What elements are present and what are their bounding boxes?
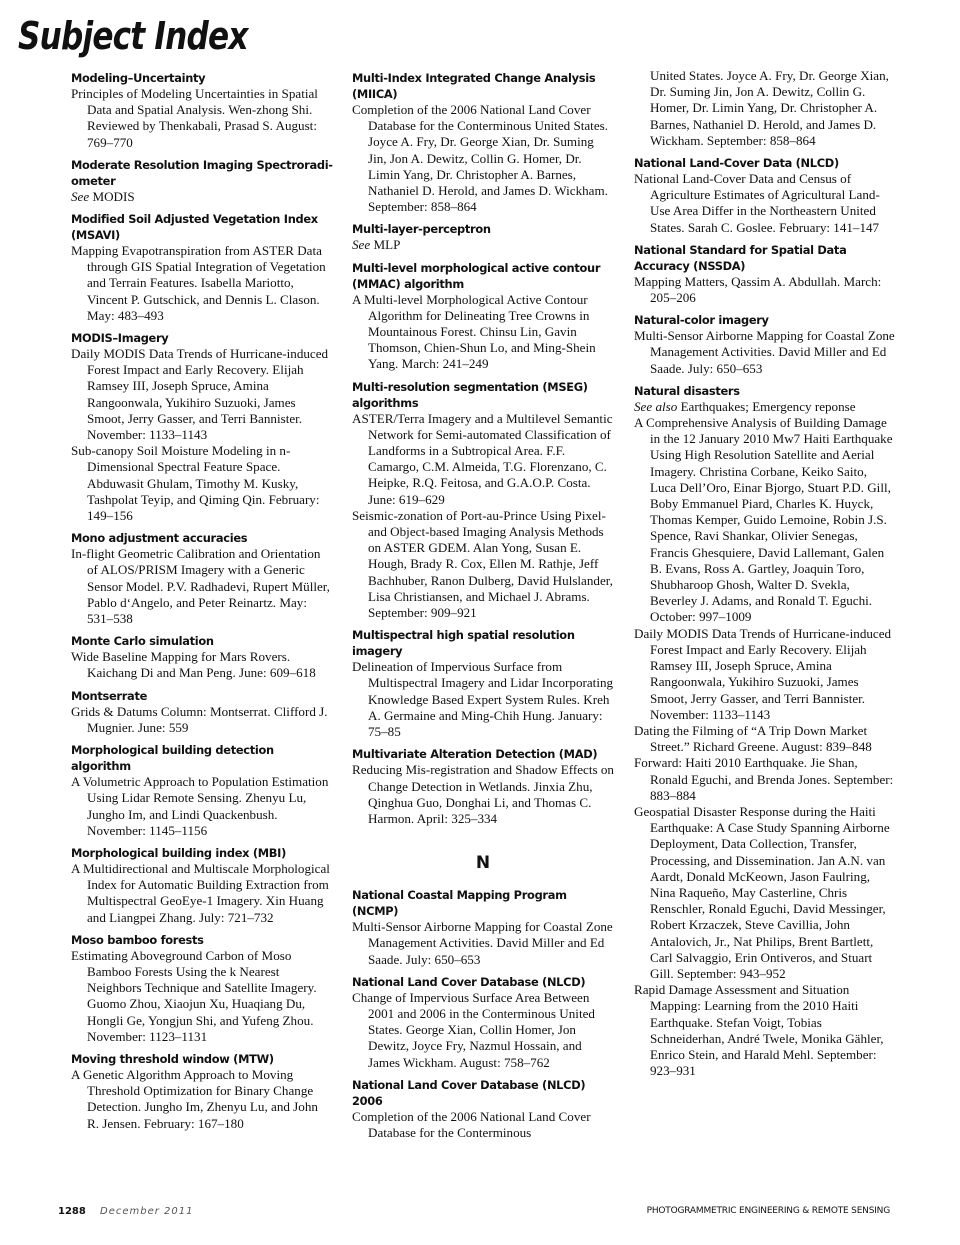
entry-heading: Moving threshold window (MTW): [71, 1051, 274, 1066]
index-entry: [71, 845, 333, 926]
entry-reference: Grids & Datums Column: Montserrat. Clifford J. Mugnier. June: 559: [71, 703, 328, 735]
entry-heading: Morphological building index (MBI): [71, 845, 286, 860]
index-entry: [634, 242, 896, 306]
see-target: MLP: [373, 237, 401, 253]
see-label: See: [352, 237, 371, 253]
page-title: Subject Index: [18, 14, 248, 58]
index-entry: [352, 746, 614, 827]
see-target: Earthquakes; Emergency reponse: [680, 398, 856, 414]
see-reference: [634, 399, 896, 415]
entry-reference: Estimating Aboveground Carbon of Moso Bamboo Forests Using the k Nearest Neighbors Technique and Satellite Imagery. Guomo Zhou, Xiaojun Xu, Huaqiang Du, Hongli Ge, Yongjun Shi, and Yufeng Zhou. November: 1123–1131: [71, 947, 317, 1044]
entry-heading: Multi-level morphological active contour (MMAC) algorithm: [352, 260, 601, 291]
index-entry: [634, 312, 896, 377]
entry-reference: A Comprehensive Analysis of Building Damage in the 12 January 2010 Mw7 Haiti Earthquake Using High Resolution Satellite and Aerial Imagery. Christina Corbane, Keiko Saito, Luca Dell’Oro, Einar Bjorgo, Stuart P.D. Gill, Boby Emmanuel Piard, Charles K. Huyck, Thomas Kemper, Guido Lemoine, Robin J.S. Spence, Ravi Shankar, Olivier Senegas, Francis Ghesquiere, David Lallemant, Galen B. Evans, Ross A. Gartley, Joaquin Toro, Shubharoop Ghosh, Walter D. Svekla, Beverley J. Adams, and Ronald T. Eguchi. October: 997–1009: [634, 415, 893, 625]
see-target: MODIS: [92, 188, 135, 204]
index-entry: [352, 70, 614, 215]
index-entry: [71, 932, 333, 1045]
entry-reference: Reducing Mis-registration and Shadow Effects on Change Detection in Wetlands. Jinxia Zhu, Qinghua Guo, Donghai Li, and Thomas C. Harmon. April: 325–334: [352, 762, 614, 826]
index-entry: [71, 1051, 333, 1132]
index-entry: [71, 633, 333, 681]
index-entry: [352, 887, 614, 968]
entry-heading: National Land Cover Database (NLCD) 2006: [352, 1077, 586, 1108]
entry-heading: Natural disasters: [634, 383, 740, 398]
entry-reference: Principles of Modeling Uncertainties in Spatial Data and Spatial Analysis. Wen-zhong Shi. Reviewed by Thenkabali, Prasad S. August: 769–770: [71, 86, 318, 150]
entry-reference: A Genetic Algorithm Approach to Moving Threshold Optimization for Binary Change Detection. Jungho Im, Zhenyu Lu, and John R. Jensen. February: 167–180: [71, 1066, 318, 1131]
entry-heading: Modified Soil Adjusted Vegetation Index (MSAVI): [71, 212, 318, 243]
entry-reference: Mapping Matters, Qassim A. Abdullah. March: 205–206: [634, 273, 882, 306]
index-column-3: [634, 68, 896, 1085]
see-label: See also: [634, 398, 678, 414]
entry-heading: Monte Carlo simulation: [71, 634, 214, 649]
index-entry: [634, 155, 896, 236]
entry-reference: Multi-Sensor Airborne Mapping for Coastal Zone Management Activities. David Miller and Ed Saade. July: 650–653: [634, 328, 895, 376]
entry-reference-continued: United States. Joyce A. Fry, Dr. George Xian, Dr. Suming Jin, Jon A. Dewitz, Collin G. Homer, Dr. Limin Yang, Dr. Christopher A. Barnes, Nathaniel D. Herold, and James D. Wickham. September: 858–864: [650, 68, 889, 148]
index-entry: [71, 688, 333, 736]
entry-reference: Daily MODIS Data Trends of Hurricane-induced Forest Impact and Early Recovery. Elijah Ramsey III, Joseph Spruce, Amina Rangoonwala, Yukihiro Suzuoki, James Smoot, Jerry Gasser, and Terri Bannister. November: 1133–1143: [71, 346, 329, 443]
entry-reference: Seismic-zonation of Port-au-Prince Using Pixel- and Object-based Imaging Analysis Methods on ASTER GDEM. Alan Yong, Susan E. Hough, Brady R. Cox, Ellen M. Rathje, Jeff Bachhuber, Ranon Dulberg, David Hulslander, Lisa Christiansen, and Michael J. Abrams. September: 909–921: [352, 507, 613, 621]
entry-heading: Moso bamboo forests: [71, 932, 204, 947]
entry-reference: ASTER/Terra Imagery and a Multilevel Semantic Network for Semi-automated Classification of Landforms in a Subtropical Area. F.F. Camargo, C.M. Almeida, T.G. Florenzano, C. Heipke, R.Q. Feitosa, and G.A.O.P. Costa. June: 619–629: [352, 410, 613, 507]
entry-heading: National Standard for Spatial Data Accuracy (NSSDA): [634, 242, 847, 273]
entry-heading: National Land-Cover Data (NLCD): [634, 156, 839, 171]
entry-heading: Multi-Index Integrated Change Analysis (MIICA): [352, 71, 596, 101]
entry-reference: A Multi-level Morphological Active Contour Algorithm for Delineating Tree Crowns in Mountainous Forest. Chinsu Lin, Gavin Thomson, Chien-Shun Lo, and Ming-Shein Yang. March: 241–249: [352, 291, 596, 372]
entry-heading: Multivariate Alteration Detection (MAD): [352, 747, 598, 762]
entry-reference: Wide Baseline Mapping for Mars Rovers. Kaichang Di and Man Peng. June: 609–618: [71, 649, 316, 681]
entry-reference: A Multidirectional and Multiscale Morphological Index for Automatic Building Extraction from Multispectral GeoEye-1 Imagery. Xin Huang and Liangpei Zhang. July: 721–732: [71, 860, 330, 925]
index-column-2: [352, 68, 614, 1147]
entry-reference: Completion of the 2006 National Land Cover Database for the Conterminous United States. Joyce A. Fry, Dr. George Xian, Dr. Suming Jin, Jon A. Dewitz, Collin G. Homer, Dr. Limin Yang, Dr. Christopher A. Barnes, Nathaniel D. Herold, and James D. Wickham. September: 858–864: [352, 102, 608, 215]
entry-heading: Multi-layer-perceptron: [352, 222, 491, 237]
issue-date: December 2011: [100, 1206, 194, 1217]
index-entry: [352, 1077, 614, 1141]
entry-heading: Morphological building detection algorithm: [71, 743, 274, 774]
entry-reference: Mapping Evapotranspiration from ASTER Data through GIS Spatial Integration of Vegetation and Terrain Features. Isabella Mariotto, Vincent P. Gutschick, and Dennis L. Clason. May: 483–493: [71, 243, 326, 323]
entry-heading: National Land Cover Database (NLCD): [352, 974, 586, 989]
page-number: 1288: [58, 1206, 86, 1217]
index-entry: [71, 330, 333, 524]
entry-heading: Multispectral high spatial resolution imagery: [352, 628, 575, 659]
index-entry: [352, 260, 614, 373]
entry-reference: Delineation of Impervious Surface from Multispectral Imagery and Lidar Incorporating Knowledge Based Expert System Rules. Kreh A. Germaine and Ming-Chih Hung. January: 75–85: [352, 659, 614, 740]
entry-reference: Dating the Filming of “A Trip Down Market Street.” Richard Greene. August: 839–848: [634, 722, 872, 755]
entry-reference: Sub-canopy Soil Moisture Modeling in n-Dimensional Spectral Feature Space. Abduwasit Ghulam, Timothy M. Kusky, Tashpolat Teyip, and Qiming Qin. February: 149–156: [71, 443, 320, 524]
section-letter: N: [475, 853, 491, 874]
index-entry-continued: [634, 68, 896, 149]
index-entry: [71, 742, 333, 839]
index-entry: [71, 211, 333, 324]
index-entry: [352, 221, 614, 253]
entry-heading: Multi-resolution segmentation (MSEG) algorithms: [352, 379, 588, 410]
entry-reference: Forward: Haiti 2010 Earthquake. Jie Shan, Ronald Eguchi, and Brenda Jones. September: 883–884: [634, 755, 894, 803]
entry-heading: National Coastal Mapping Program (NCMP): [352, 888, 567, 919]
index-column-1: [71, 68, 333, 1138]
journal-name: PHOTOGRAMMETRIC ENGINEERING & REMOTE SENSING: [646, 1206, 890, 1216]
entry-heading: Montserrate: [71, 688, 148, 703]
see-reference: [71, 189, 333, 205]
index-entry: [634, 383, 896, 1080]
entry-reference: National Land-Cover Data and Census of Agriculture Estimates of Agricultural Land-Use Area Differ in the Northeastern United States. Sarah C. Goslee. February: 141–147: [634, 171, 880, 235]
entry-reference: Change of Impervious Surface Area Between 2001 and 2006 in the Conterminous United States. George Xian, Collin Homer, Jon Dewitz, Joyce Fry, Nazmul Hossain, and James Wickham. August: 758–762: [352, 989, 595, 1070]
entry-heading: MODIS–Imagery: [71, 331, 169, 346]
index-entry: [71, 157, 333, 205]
index-entry: [352, 974, 614, 1071]
see-label: See: [71, 188, 90, 204]
entry-heading: Natural-color imagery: [634, 313, 769, 328]
entry-reference: Rapid Damage Assessment and Situation Mapping: Learning from the 2010 Haiti Earthquake. Stefan Voigt, Tobias Schneiderhan, André Twele, Monika Gähler, Enrico Stein, and Harald Mehl. September: 923–931: [634, 982, 884, 1079]
index-entry: [71, 530, 333, 627]
entry-reference: In-flight Geometric Calibration and Orientation of ALOS/PRISM Imagery with a Generic Sensor Model. P.V. Radhadevi, Rupert Müller, Pablo d‘Angelo, and Peter Reinartz. May: 531–538: [71, 546, 330, 627]
entry-heading: Moderate Resolution Imaging Spectroradi-ometer: [71, 157, 333, 188]
index-entry: [352, 379, 614, 622]
entry-reference: Multi-Sensor Airborne Mapping for Coastal Zone Management Activities. David Miller and Ed Saade. July: 650–653: [352, 919, 613, 967]
entry-heading: Modeling–Uncertainty: [71, 71, 206, 85]
entry-reference: Daily MODIS Data Trends of Hurricane-induced Forest Impact and Early Recovery. Elijah Ramsey III, Joseph Spruce, Amina Rangoonwala, Yukihiro Suzuoki, James Smoot, Jerry Gasser, and Terri Bannister. November: 1133–1143: [634, 625, 892, 722]
entry-heading: Mono adjustment accuracies: [71, 531, 248, 546]
index-entry: [352, 627, 614, 740]
entry-reference: Completion of the 2006 National Land Cover Database for the Conterminous: [352, 1108, 591, 1140]
entry-reference: Geospatial Disaster Response during the Haiti Earthquake: A Case Study Spanning Airborne Deployment, Data Collection, Transfer, Processing, and Dissemination. Jan A.N. van Aardt, Donald McKeown, Jason Faulring, Nina Raqueño, May Casterline, Chris Renschler, Ronald Eguchi, David Messinger, Robert Krzaczek, Steve Cavillia, John Antalovich, Jr., Nat Philips, Brent Bartlett, Carl Salvaggio, Erin Ontiveros, and Stuart Gill. September: 943–952: [634, 803, 890, 981]
entry-reference: A Volumetric Approach to Population Estimation Using Lidar Remote Sensing. Zhenyu Lu, Jungho Im, and Lindi Quackenbush. November: 1145–1156: [71, 774, 329, 838]
see-reference: [352, 237, 614, 253]
index-entry: [71, 70, 333, 151]
